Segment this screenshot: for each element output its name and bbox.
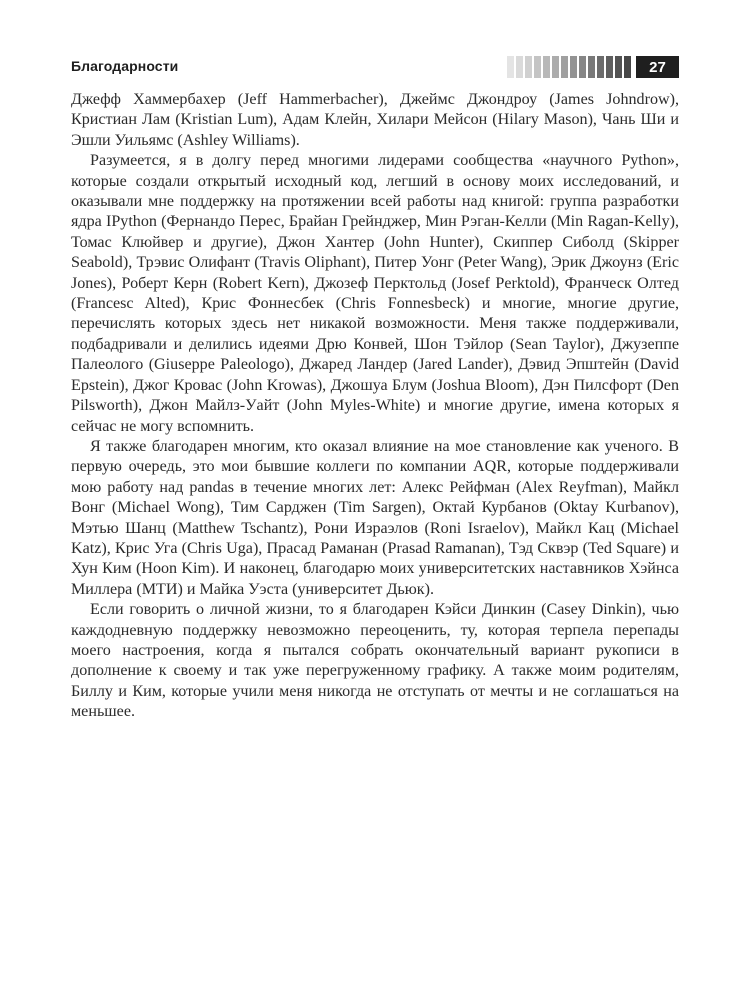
header-bar	[525, 56, 532, 78]
header-bar	[516, 56, 523, 78]
running-title: Благодарности	[71, 58, 179, 74]
header-bar	[624, 56, 631, 78]
paragraph: Разумеется, я в долгу перед многими лидерами сообщества «научного Python», которые создали открытый исходный код, легший в основу моих исследований, и оказывали мне поддержку на протяжении всей работы над книгой: группа разработки ядра IPython (Фернандо Перес, Брайан Грейнджер, Мин Рэган-Келли (Min Ragan-Kelly), Томас Клюйвер и другие), Джон Хантер (John Hunter), Скиппер Сиболд (Skipper Seabold), Трэвис Олифант (Travis Oliphant), Питер Уонг (Peter Wang), Эрик Джоунз (Eric Jones), Роберт Керн (Robert Kern), Джозеф Перктольд (Josef Perktold), Франческ Олтед (Francesc Alted), Крис Фоннесбек (Chris Fonnesbeck) и многие, многие другие, перечислять которых здесь нет никакой возможности. Меня также поддерживали, подбадривали и делились идеями Дрю Конвей, Шон Тэйлор (Sean Taylor), Джузеппе Палеолого (Giuseppe Paleologo), Джаред Ландер (Jared Lander), Дэвид Эпштейн (David Epstein), Джог Кровас (John Krowas), Джошуа Блум (Joshua Bloom), Дэн Пилсфорт (Den Pilsworth), Джон Майлз-Уайт (John Myles-White) и многие другие, имена которых я сейчас не могу вспомнить.	[71, 152, 679, 435]
header-bar	[615, 56, 622, 78]
paragraph: Я также благодарен многим, кто оказал влияние на мое становление как ученого. В первую очередь, это мои бывшие коллеги по компании AQR, которые поддерживали мою работу над pandas в течение многих лет: Алекс Рейфман (Alex Reyfman), Майкл Вонг (Michael Wong), Тим Сарджен (Tim Sargen), Октай Курбанов (Oktay Kurbanov), Мэтью Шанц (Matthew Tschantz), Рони Израэлов (Roni Israelov), Майкл Кац (Michael Katz), Крис Уга (Chris Uga), Прасад Раманан (Prasad Ramanan), Тэд Сквэр (Ted Square) и Хун Ким (Hoon Kim). И наконец, благодарю моих университетских наставников Хэйнса Миллера (МТИ) и Майка Уэста (университет Дьюк).	[71, 437, 679, 598]
header-bar	[552, 56, 559, 78]
header-bar	[534, 56, 541, 78]
header-bar	[543, 56, 550, 78]
header-bar	[606, 56, 613, 78]
header-bar	[570, 56, 577, 78]
header-bar	[579, 56, 586, 78]
paragraph: Если говорить о личной жизни, то я благодарен Кэйси Динкин (Casey Dinkin), чью каждодневную поддержку невозможно переоценить, ту, которая терпела перепады моего настроения, когда я пытался собрать окончательный вариант рукописи в дополнение к своему и так уже перегруженному графику. А также моим родителям, Биллу и Ким, которые учили меня никогда не отступать от мечты и не соглашаться на меньшее.	[71, 601, 679, 721]
header-bar	[561, 56, 568, 78]
page-number: 27	[636, 56, 679, 78]
header-bar	[507, 56, 514, 78]
page-header	[71, 56, 679, 78]
body-text	[71, 90, 679, 723]
header-bar	[588, 56, 595, 78]
paragraph: Джефф Хаммербахер (Jeff Hammerbacher), Джеймс Джондроу (James Johndrow), Кристиан Лам (Kristian Lum), Адам Клейн, Хилари Мейсон (Hilary Mason), Чань Ши и Эшли Уильямс (Ashley Williams).	[71, 91, 679, 149]
header-bar	[597, 56, 604, 78]
header-gradient-bars	[507, 56, 631, 78]
